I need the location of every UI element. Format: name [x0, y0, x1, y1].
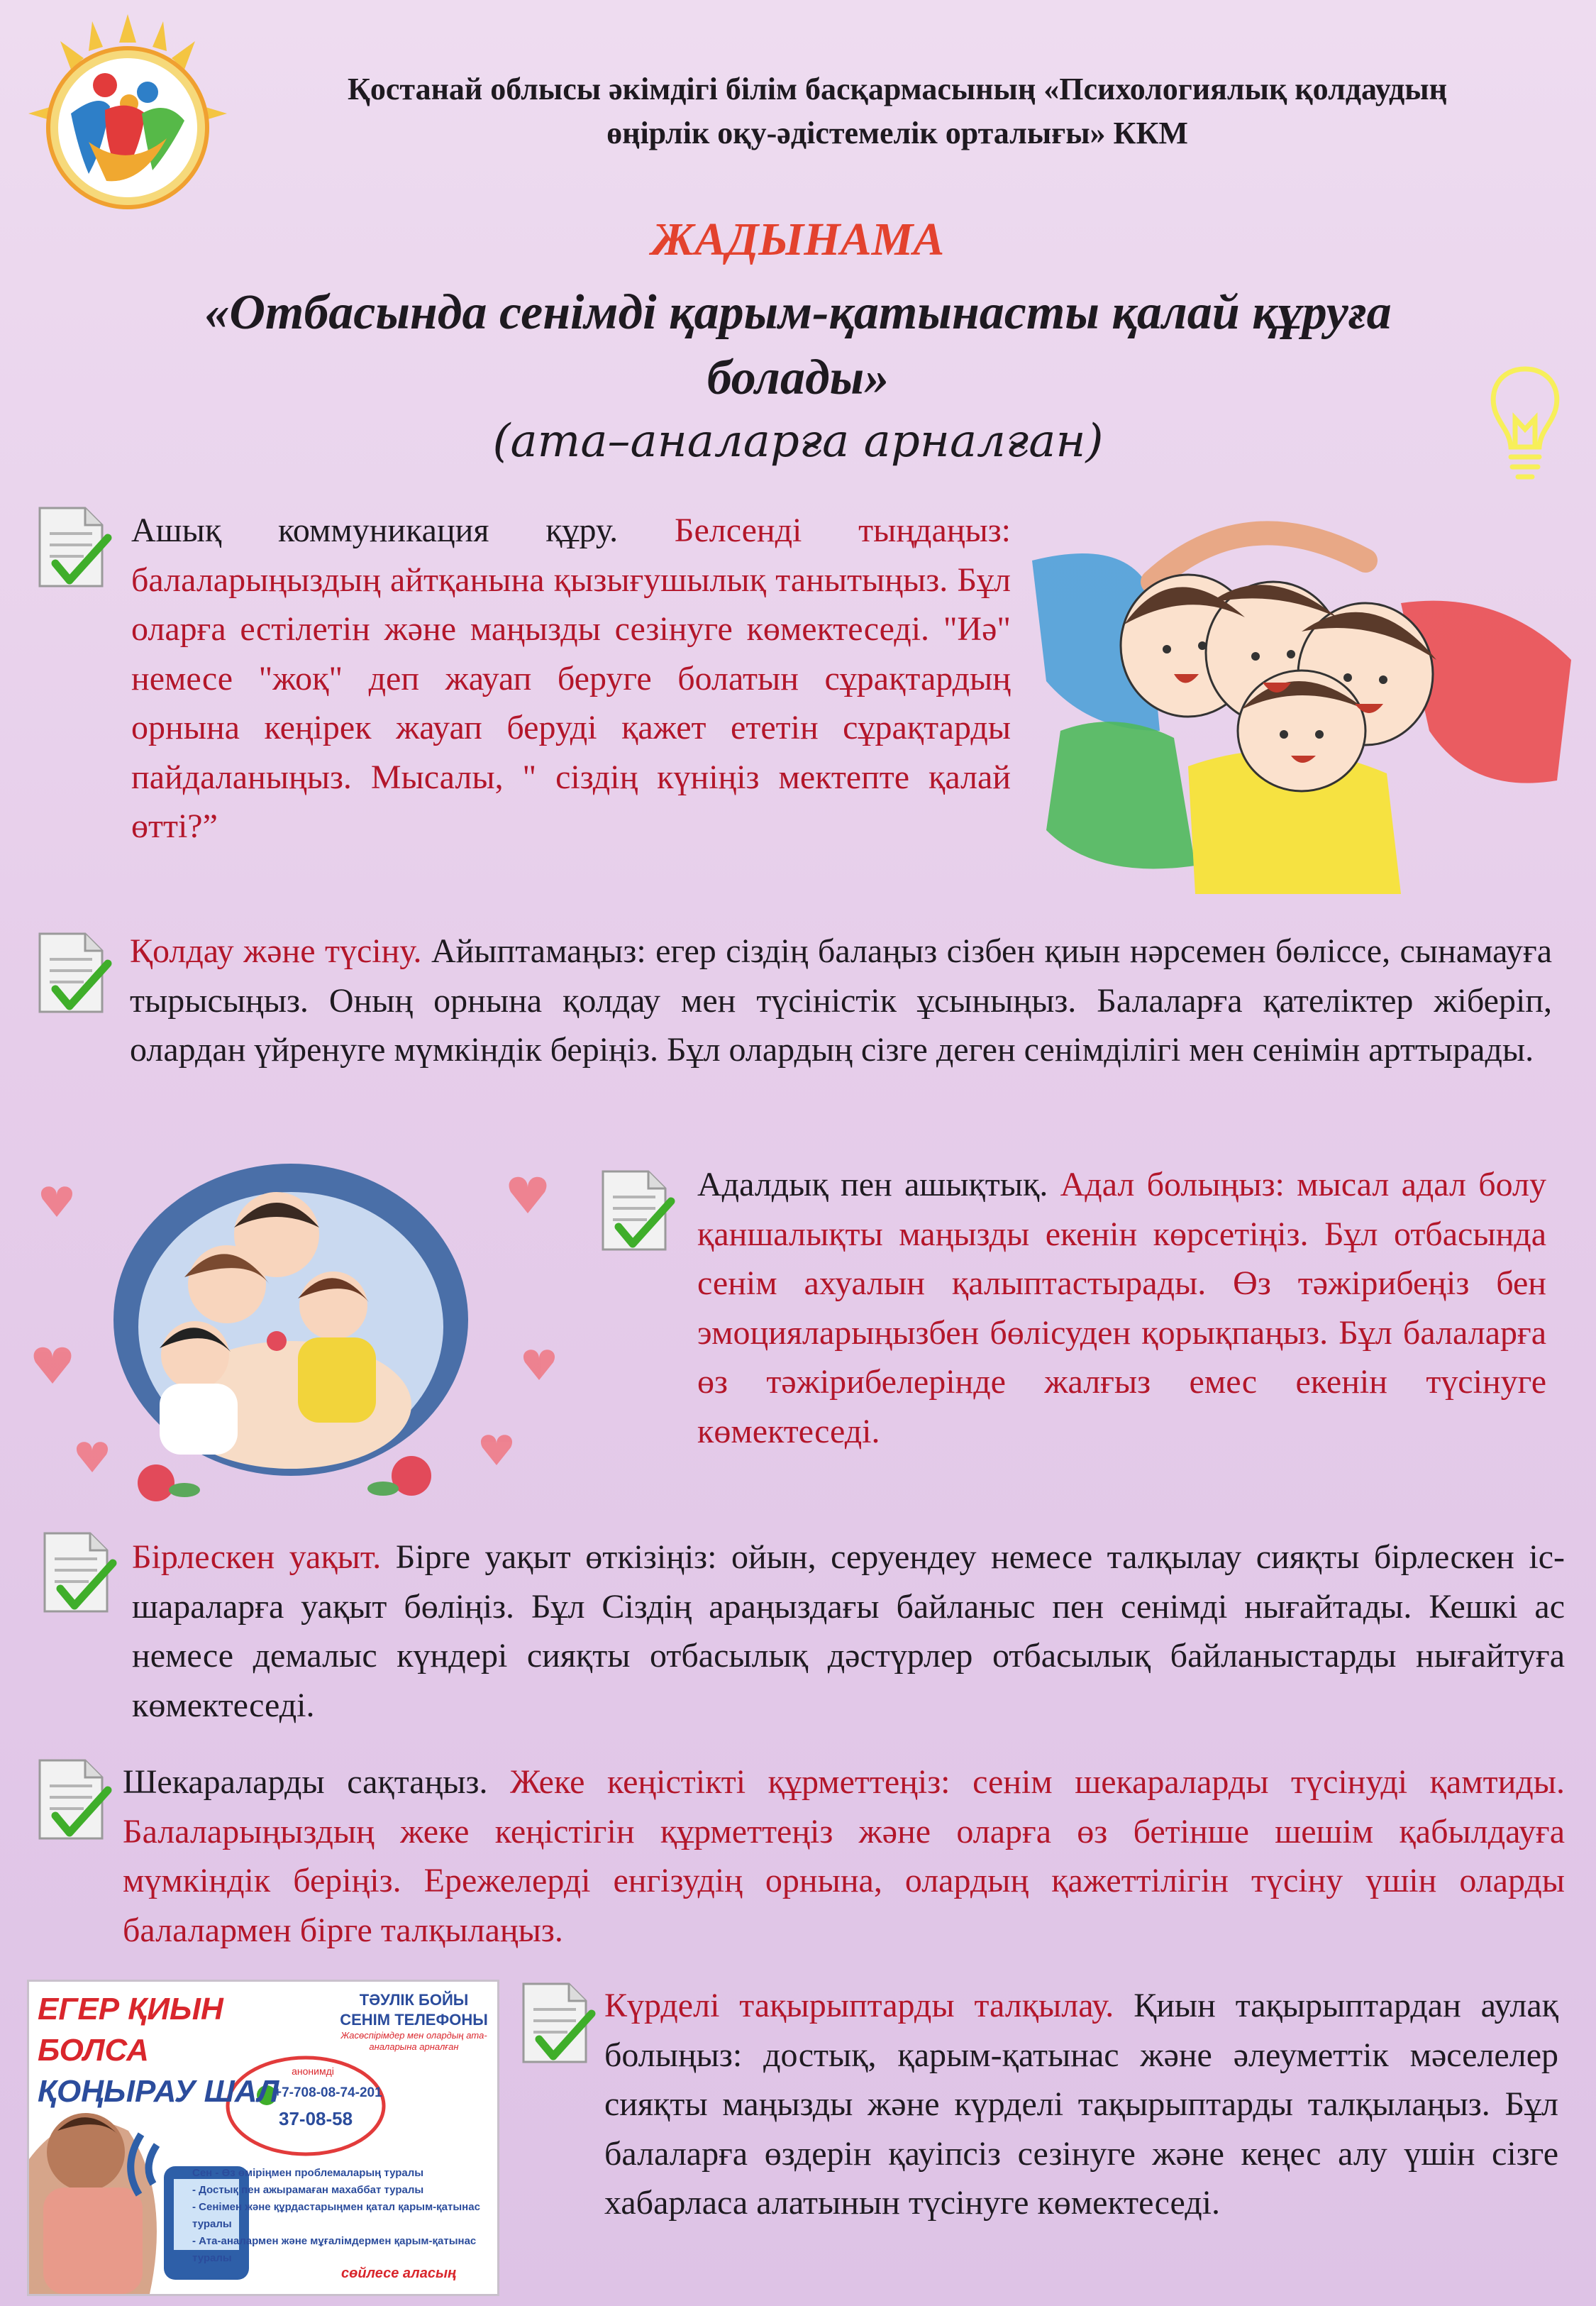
- hotline-topic: - Сенімен және құрдастарыңмен қатал қарым-қатынас туралы: [192, 2201, 480, 2230]
- checklist-doc-icon: [34, 928, 112, 1024]
- section-body: Айыптамаңыз: егер сіздің балаңыз сізбен қиын нәрсемен бөліссе, сынамауға тырысыңыз. Оның орнына қолдау мен түсіністік ұсыныңыз. Балаларға қателіктер жіберіп, олардан үйренуге мүмкіндік беріңіз. Бұл олардың сізге деген сенімділігі мен сенімін арттырады.: [130, 932, 1553, 1069]
- hotline-topic: Сен - Өз өміріңмен проблемаларың туралы: [192, 2167, 424, 2179]
- document-title: [78, 280, 1518, 411]
- section-lead: Ашық коммуникация құру.: [131, 512, 675, 549]
- hotline-poster: [27, 1980, 499, 2296]
- family-hearts-illustration: [14, 1149, 567, 1511]
- title-line-1: «Отбасында сенімді қарым-қатынасты қалай құруға: [204, 285, 1392, 340]
- lightbulb-icon: [1483, 362, 1568, 490]
- org-line-1: Қостанай облысы әкімдігі білім басқармасының «Психологиялық қолдаудың: [347, 72, 1447, 106]
- hotline-anonymous: анонимді: [292, 2065, 334, 2077]
- hotline-topics: [192, 2165, 494, 2267]
- checklist-doc-icon: [39, 1528, 117, 1623]
- hotline-topic: - Ата-аналармен және мұғалімдермен қарым-қатынас туралы: [192, 2235, 477, 2264]
- hotline-phone-2: 37-08-58: [279, 2108, 353, 2129]
- org-logo: [21, 14, 234, 227]
- checklist-doc-icon: [34, 1755, 112, 1850]
- section-body: Бірге уақыт өткізіңіз: ойын, серуендеу немесе талқылау сияқты бірлескен іс-шараларға уақыт бөліңіз. Бұл Сіздің араңыздағы байланыс пен сенімді нығайтады. Кешкі ас немесе демалыс күндері сияқты отбасылық дәстүрлер отбасылық байланыстарды нығайтуға көмектеседі.: [132, 1538, 1565, 1724]
- section-honesty-openness: [697, 1160, 1546, 1456]
- hotline-service: [338, 1990, 490, 2053]
- hotline-topic: - Достық пен ажырамаған махаббат туралы: [192, 2184, 424, 2196]
- organization-name: [213, 67, 1582, 155]
- section-open-communication: [131, 506, 1011, 851]
- section-highlight: Адал болыңыз: мысал адал болу қаншалықты маңызды екенін көрсетіңіз. Бұл отбасында сенім ахуалын қалыптастырады. Өз тәжірибеңіз бен эмоцияларыңызбен бөлісуден қорықпаңыз. Бұл балаларға өз тәжірибелерінде жалғыз емес екенін түсінуге көмектеседі.: [697, 1166, 1546, 1450]
- checklist-doc-icon: [597, 1166, 675, 1262]
- section-support-understanding: [130, 927, 1552, 1075]
- section-highlight: Бірлескен уақыт.: [132, 1538, 396, 1576]
- section-highlight: Жеке кеңістікті құрметтеңіз: сенім шекараларды түсінуді қамтиды. Балаларыңыздың жеке кеңістігін құрметтеңіз және оларға өз бетінше шешім қабылдауға мүмкіндік беріңіз. Ережелерді енгізудің орнына, олардың қажеттілігін түсіну үшін оларды балалармен бірге талқылаңыз.: [123, 1763, 1565, 1949]
- document-type: ЖАДЫНАМА: [651, 214, 945, 265]
- section-shared-time: [132, 1533, 1565, 1730]
- section-lead: Шекараларды сақтаңыз.: [123, 1763, 511, 1801]
- hotline-service-line-1: ТӘУЛІК БОЙЫ: [359, 1991, 469, 2009]
- hotline-phone-1: +7-708-08-74-201: [274, 2085, 382, 2100]
- hotline-title-line-2: ҚОҢЫРАУ ШАЛ: [38, 2074, 279, 2109]
- section-lead: Адалдық пен ашықтық.: [697, 1166, 1060, 1203]
- hotline-footer: сөйлесе аласың: [341, 2266, 457, 2281]
- document-subtitle: (ата–аналарға арналған): [492, 415, 1104, 468]
- org-line-2: өңірлік оқу-әдістемелік орталығы» ККМ: [606, 116, 1188, 150]
- checklist-doc-icon: [34, 502, 112, 598]
- section-difficult-topics: [604, 1981, 1558, 2228]
- section-body: Қиын тақырыптардан аулақ болыңыз: достық, қарым-қатынас және әлеуметтік мәселелер сияқты маңызды және күрделі тақырыптарды талқылаңыз. Бұл балаларға өздерін қауіпсіз сезінуге және кеңес алу үшін сізге хабарласа алатынын түсінуге көмектеседі.: [604, 1987, 1558, 2222]
- hotline-service-note: Жасөспірімдер мен олардың ата-аналарына арналған: [340, 2030, 487, 2052]
- section-boundaries: [123, 1758, 1565, 1955]
- title-line-2: болады»: [706, 351, 890, 405]
- section-highlight: Күрделі тақырыптарды талқылау.: [604, 1987, 1134, 2024]
- family-hug-illustration: [1032, 497, 1578, 894]
- section-highlight: Қолдау және түсіну.: [130, 932, 431, 970]
- checklist-doc-icon: [518, 1978, 596, 2074]
- hotline-service-line-2: СЕНІМ ТЕЛЕФОНЫ: [340, 2011, 488, 2029]
- section-highlight: Белсенді тыңдаңыз: балаларыңыздың айтқанына қызығушылық танытыңыз. Бұл оларға естілетін және маңызды сезінуге көмектеседі. "Иә" немесе "жоқ" деп жауап беруге болатын сұрақтардың орнына кеңірек жауап беруді қажет ететін сұрақтарды пайдаланыңыз. Мысалы, " сіздің күніңіз мектепте қалай өтті?”: [131, 512, 1011, 845]
- hotline-title-line-1: ЕГЕР ҚИЫН БОЛСА: [38, 1992, 223, 2068]
